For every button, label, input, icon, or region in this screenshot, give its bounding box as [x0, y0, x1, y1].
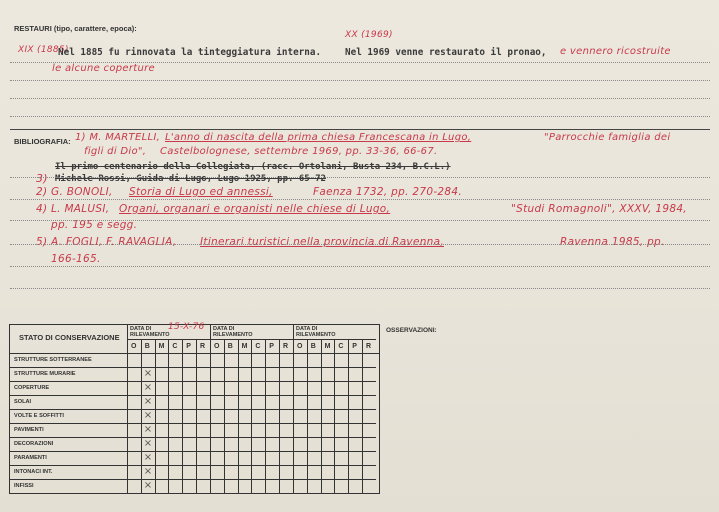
- status-code-b: B: [227, 343, 233, 350]
- bib-2-author: 2) G. BONOLI,: [36, 186, 113, 198]
- bib-4-author: 4) L. MALUSI,: [36, 203, 110, 215]
- table-rule: [9, 381, 376, 382]
- condition-mark: ×: [143, 438, 153, 449]
- table-rule: [334, 339, 335, 493]
- restauri-label: RESTAURI (tipo, carattere, epoca):: [14, 24, 137, 33]
- restauri-text-1: Nel 1885 fu rinnovata la tinteggiatura interna.: [58, 47, 322, 58]
- bib-4-pages: pp. 195 e segg.: [51, 219, 138, 231]
- table-rule: [362, 339, 363, 493]
- condition-mark: ×: [143, 452, 153, 463]
- status-code-r: R: [200, 343, 206, 350]
- status-code-r: R: [366, 343, 372, 350]
- section-divider: [10, 129, 710, 130]
- condition-row-label: STRUTTURE SOTTERRANEE: [14, 357, 92, 363]
- table-rule: [9, 367, 376, 368]
- ruled-line: [10, 98, 710, 99]
- status-code-m: M: [324, 343, 331, 350]
- status-code-m: M: [158, 343, 165, 350]
- ruled-line: [10, 199, 710, 200]
- condition-mark: ×: [143, 480, 153, 491]
- date-header-3: DATA DI RILEVAMENTO: [296, 326, 336, 338]
- ruled-line: [10, 62, 710, 63]
- table-rule: [224, 339, 225, 493]
- condition-mark: ×: [143, 424, 153, 435]
- date-header-2: DATA DI RILEVAMENTO: [213, 326, 253, 338]
- bib-5-pages: 166-165.: [51, 253, 101, 265]
- table-rule: [265, 339, 266, 493]
- ruled-line: [10, 220, 710, 221]
- bib-2-rest: Faenza 1732, pp. 270-284.: [313, 186, 462, 198]
- condition-row-label: PARAMENTI: [14, 455, 47, 461]
- observations-label: OSSERVAZIONI:: [386, 327, 437, 334]
- bib-typed-1: Il primo centenario della Collegiata, (racc. Ortolani, Busta 234, B.C.L.): [55, 162, 451, 172]
- condition-row-label: DECORAZIONI: [14, 441, 54, 447]
- bib-5-title: Itinerari turistici nella provincia di Ravenna,: [200, 236, 444, 248]
- bib-4-rest: "Studi Romagnoli", XXXV, 1984,: [511, 203, 687, 215]
- table-rule: [238, 339, 239, 493]
- condition-row-label: COPERTURE: [14, 385, 50, 391]
- restauri-hand-1: e vennero ricostruite: [560, 46, 671, 57]
- restauri-text-2: Nel 1969 venne restaurato il pronao,: [345, 47, 547, 58]
- status-code-p: P: [352, 343, 357, 350]
- condition-row-label: VOLTE E SOFFITTI: [14, 413, 64, 419]
- table-rule: [9, 409, 376, 410]
- table-rule: [348, 339, 349, 493]
- bib-4-title: Organi, organari e organisti nelle chiese di Lugo,: [119, 203, 391, 215]
- table-rule: [9, 353, 380, 354]
- ruled-line: [10, 80, 710, 81]
- status-code-o: O: [214, 343, 220, 350]
- status-code-b: B: [310, 343, 316, 350]
- bib-1-author: 1) M. MARTELLI,: [75, 132, 161, 143]
- table-rule: [9, 451, 376, 452]
- status-code-b: B: [144, 343, 150, 350]
- table-rule: [9, 465, 376, 466]
- table-rule: [168, 339, 169, 493]
- condition-row-label: PAVIMENTI: [14, 427, 44, 433]
- restauri-margin-note-1: XIX (1885): [18, 45, 69, 55]
- table-rule: [196, 339, 197, 493]
- table-rule: [251, 339, 252, 493]
- date-header-1: DATA DI RILEVAMENTO: [130, 326, 170, 338]
- table-rule: [9, 395, 376, 396]
- condition-row-label: STRUTTURE MURARIE: [14, 371, 76, 377]
- bib-2-title: Storia di Lugo ed annessi,: [129, 186, 273, 198]
- bib-typed-2: Michele Rossi, Guida di Lugo, Lugo 1925, pp. 65-72: [55, 174, 326, 184]
- bib-1-place: Castelbolognese, settembre 1969, pp. 33-36, 66-67.: [160, 146, 438, 157]
- bib-1-journal: "Parrocchie famiglia dei: [544, 132, 671, 143]
- conservation-title: STATO DI CONSERVAZIONE: [19, 333, 120, 342]
- ruled-line: [10, 177, 710, 178]
- status-code-p: P: [186, 343, 191, 350]
- condition-mark: ×: [143, 396, 153, 407]
- table-rule: [279, 339, 280, 493]
- status-code-c: C: [255, 343, 261, 350]
- condition-mark: ×: [143, 466, 153, 477]
- ruled-line: [10, 266, 710, 267]
- table-rule: [9, 479, 376, 480]
- table-rule: [9, 423, 376, 424]
- bib-3-number: 3): [36, 172, 48, 185]
- condition-row-label: INFISSI: [14, 483, 34, 489]
- condition-mark: ×: [143, 382, 153, 393]
- restauri-margin-note-2: XX (1969): [345, 30, 393, 40]
- table-rule: [307, 339, 308, 493]
- bibliografia-label: BIBLIOGRAFIA:: [14, 137, 71, 146]
- status-code-r: R: [283, 343, 289, 350]
- status-code-o: O: [131, 343, 137, 350]
- status-code-c: C: [338, 343, 344, 350]
- status-code-p: P: [269, 343, 274, 350]
- bib-5-authors: 5) A. FOGLI, F. RAVAGLIA,: [36, 236, 177, 248]
- status-code-o: O: [297, 343, 303, 350]
- ruled-line: [10, 244, 710, 245]
- table-rule: [155, 339, 156, 493]
- status-code-m: M: [241, 343, 248, 350]
- bib-1-journal-cont: figli di Dio",: [84, 146, 147, 157]
- ruled-line: [10, 116, 710, 117]
- restauri-hand-2: le alcune coperture: [52, 63, 155, 74]
- condition-mark: ×: [143, 368, 153, 379]
- status-code-c: C: [172, 343, 178, 350]
- bib-5-rest: Ravenna 1985, pp.: [560, 236, 665, 248]
- date-written-1: 15-X-76: [168, 322, 205, 332]
- table-rule: [9, 437, 376, 438]
- table-rule: [141, 339, 142, 493]
- ruled-line: [10, 288, 710, 289]
- condition-row-label: INTONACI INT.: [14, 469, 53, 475]
- table-rule: [182, 339, 183, 493]
- condition-mark: ×: [143, 410, 153, 421]
- bib-1-title: L'anno di nascita della prima chiesa Francescana in Lugo,: [165, 132, 472, 143]
- table-rule: [321, 339, 322, 493]
- condition-row-label: SOLAI: [14, 399, 32, 405]
- table-rule: [127, 339, 376, 340]
